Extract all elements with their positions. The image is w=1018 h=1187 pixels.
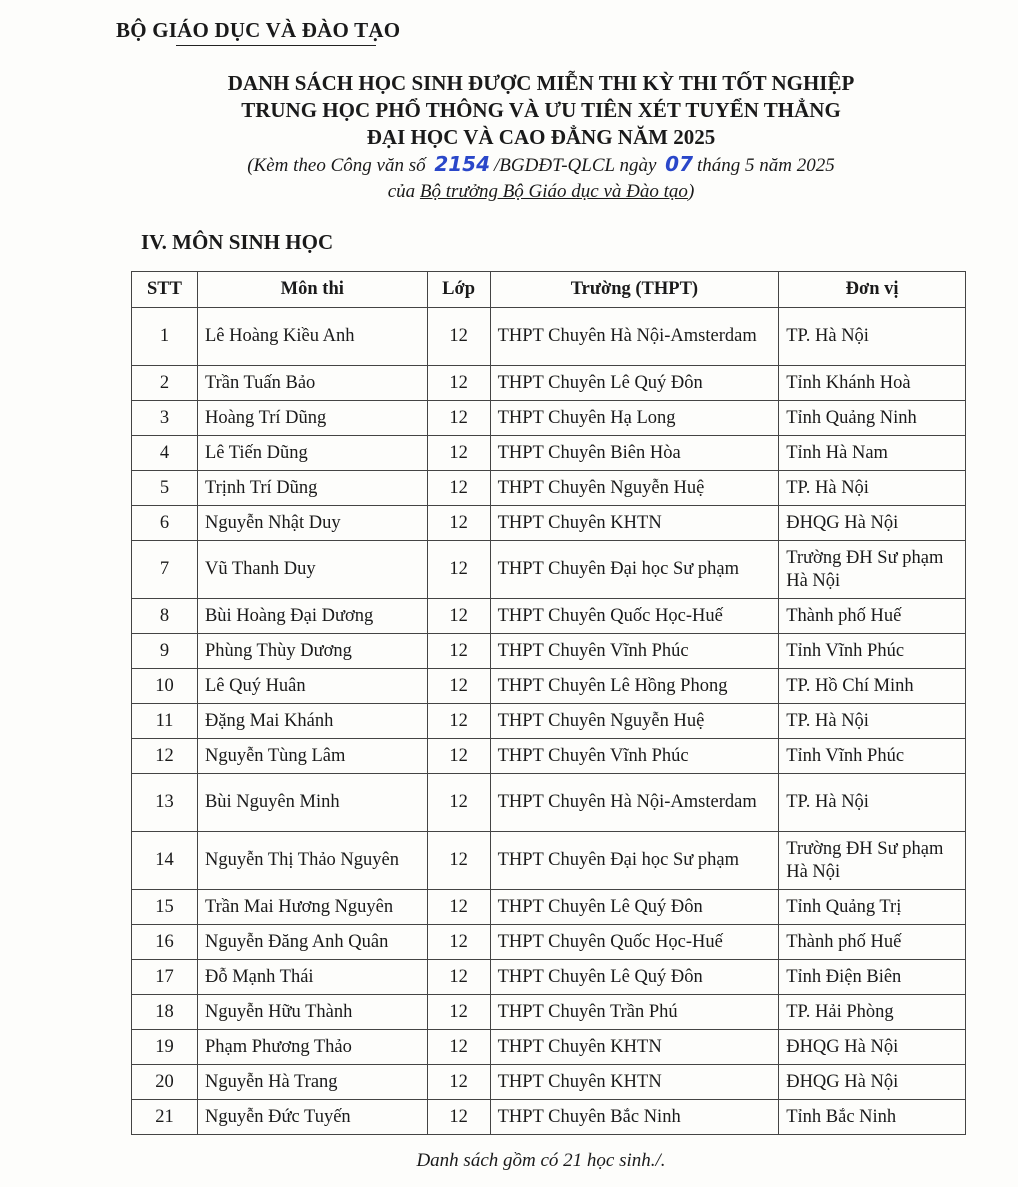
cell-grade: 12 bbox=[427, 1100, 490, 1135]
footer-text: Danh sách gồm có 21 học sinh./. bbox=[416, 1150, 666, 1171]
cell-grade: 12 bbox=[427, 832, 490, 890]
cell-name: Đỗ Mạnh Thái bbox=[197, 960, 427, 995]
subtitle-authority: Bộ trưởng Bộ Giáo dục và Đào tạo bbox=[419, 181, 688, 202]
handwritten-doc-number: 2154 bbox=[434, 152, 491, 176]
cell-unit: TP. Hà Nội bbox=[779, 774, 966, 832]
table-row bbox=[132, 774, 966, 832]
cell-unit: ĐHQG Hà Nội bbox=[779, 1030, 966, 1065]
header-unit: Đơn vị bbox=[779, 272, 966, 308]
cell-name: Trần Mai Hương Nguyên bbox=[197, 890, 427, 925]
cell-unit: TP. Hải Phòng bbox=[779, 995, 966, 1030]
cell-unit: Trường ĐH Sư phạm Hà Nội bbox=[779, 832, 966, 890]
title-line-1: DANH SÁCH HỌC SINH ĐƯỢC MIỄN THI KỲ THI TỐT NGHIỆP bbox=[227, 71, 855, 95]
header-school: Trường (THPT) bbox=[490, 272, 779, 308]
cell-grade: 12 bbox=[427, 599, 490, 634]
cell-school: THPT Chuyên Hà Nội-Amsterdam bbox=[490, 774, 779, 832]
subtitle-line2-prefix: của bbox=[387, 181, 416, 202]
table-row bbox=[132, 925, 966, 960]
header-grade: Lớp bbox=[427, 272, 490, 308]
table-row bbox=[132, 960, 966, 995]
cell-school: THPT Chuyên Nguyễn Huệ bbox=[490, 704, 779, 739]
cell-name: Nguyễn Nhật Duy bbox=[197, 506, 427, 541]
cell-unit: Tỉnh Hà Nam bbox=[779, 436, 966, 471]
cell-stt: 3 bbox=[132, 401, 198, 436]
cell-name: Trịnh Trí Dũng bbox=[197, 471, 427, 506]
cell-unit: ĐHQG Hà Nội bbox=[779, 506, 966, 541]
cell-school: THPT Chuyên KHTN bbox=[490, 506, 779, 541]
table-row bbox=[132, 669, 966, 704]
subtitle-line2-suffix: ) bbox=[687, 181, 695, 202]
cell-stt: 15 bbox=[132, 890, 198, 925]
cell-grade: 12 bbox=[427, 925, 490, 960]
table-row bbox=[132, 739, 966, 774]
cell-school: THPT Chuyên Lê Quý Đôn bbox=[490, 890, 779, 925]
subtitle-suffix: tháng 5 năm 2025 bbox=[697, 155, 835, 176]
cell-school: THPT Chuyên KHTN bbox=[490, 1065, 779, 1100]
cell-name: Nguyễn Đăng Anh Quân bbox=[197, 925, 427, 960]
cell-school: THPT Chuyên KHTN bbox=[490, 1030, 779, 1065]
table-row bbox=[132, 634, 966, 669]
cell-stt: 8 bbox=[132, 599, 198, 634]
cell-stt: 11 bbox=[132, 704, 198, 739]
cell-unit: Thành phố Huế bbox=[779, 599, 966, 634]
cell-name: Phùng Thùy Dương bbox=[197, 634, 427, 669]
cell-stt: 10 bbox=[132, 669, 198, 704]
cell-grade: 12 bbox=[427, 436, 490, 471]
table-row bbox=[132, 995, 966, 1030]
cell-stt: 7 bbox=[132, 541, 198, 599]
document-subtitle bbox=[0, 151, 1018, 205]
cell-stt: 13 bbox=[132, 774, 198, 832]
cell-unit: Tỉnh Điện Biên bbox=[779, 960, 966, 995]
cell-name: Vũ Thanh Duy bbox=[197, 541, 427, 599]
ministry-underline bbox=[176, 45, 376, 46]
table-row bbox=[132, 1065, 966, 1100]
handwritten-day: 07 bbox=[665, 152, 694, 176]
cell-grade: 12 bbox=[427, 541, 490, 599]
subtitle-middle: /BGDĐT-QLCL ngày bbox=[494, 155, 657, 176]
cell-unit: Tỉnh Vĩnh Phúc bbox=[779, 739, 966, 774]
cell-name: Lê Quý Huân bbox=[197, 669, 427, 704]
cell-grade: 12 bbox=[427, 995, 490, 1030]
table-row bbox=[132, 599, 966, 634]
cell-school: THPT Chuyên Đại học Sư phạm bbox=[490, 832, 779, 890]
cell-name: Hoàng Trí Dũng bbox=[197, 401, 427, 436]
ministry-name: BỘ GIÁO DỤC VÀ ĐÀO TẠO bbox=[116, 18, 401, 42]
subtitle-line-2 bbox=[0, 179, 1018, 205]
cell-unit: TP. Hồ Chí Minh bbox=[779, 669, 966, 704]
section-title: IV. MÔN SINH HỌC bbox=[141, 230, 334, 254]
table-row bbox=[132, 401, 966, 436]
cell-unit: Tỉnh Khánh Hoà bbox=[779, 366, 966, 401]
cell-stt: 21 bbox=[132, 1100, 198, 1135]
student-table bbox=[131, 271, 966, 1135]
table-row bbox=[132, 832, 966, 890]
header-stt: STT bbox=[132, 272, 198, 308]
cell-grade: 12 bbox=[427, 1030, 490, 1065]
cell-grade: 12 bbox=[427, 669, 490, 704]
cell-stt: 9 bbox=[132, 634, 198, 669]
cell-school: THPT Chuyên Quốc Học-Huế bbox=[490, 599, 779, 634]
cell-unit: TP. Hà Nội bbox=[779, 308, 966, 366]
cell-name: Nguyễn Thị Thảo Nguyên bbox=[197, 832, 427, 890]
cell-name: Lê Hoàng Kiều Anh bbox=[197, 308, 427, 366]
cell-grade: 12 bbox=[427, 960, 490, 995]
cell-stt: 20 bbox=[132, 1065, 198, 1100]
table-row bbox=[132, 506, 966, 541]
cell-grade: 12 bbox=[427, 506, 490, 541]
document-title bbox=[0, 70, 1018, 151]
cell-name: Nguyễn Đức Tuyến bbox=[197, 1100, 427, 1135]
cell-grade: 12 bbox=[427, 1065, 490, 1100]
cell-grade: 12 bbox=[427, 704, 490, 739]
cell-unit: Tỉnh Bắc Ninh bbox=[779, 1100, 966, 1135]
cell-grade: 12 bbox=[427, 401, 490, 436]
footer-note bbox=[0, 1150, 1018, 1172]
cell-name: Nguyễn Tùng Lâm bbox=[197, 739, 427, 774]
cell-school: THPT Chuyên Hà Nội-Amsterdam bbox=[490, 308, 779, 366]
cell-school: THPT Chuyên Bắc Ninh bbox=[490, 1100, 779, 1135]
cell-stt: 6 bbox=[132, 506, 198, 541]
cell-stt: 16 bbox=[132, 925, 198, 960]
cell-stt: 17 bbox=[132, 960, 198, 995]
table-row bbox=[132, 704, 966, 739]
cell-stt: 18 bbox=[132, 995, 198, 1030]
cell-stt: 2 bbox=[132, 366, 198, 401]
cell-unit: ĐHQG Hà Nội bbox=[779, 1065, 966, 1100]
table-row bbox=[132, 890, 966, 925]
cell-school: THPT Chuyên Biên Hòa bbox=[490, 436, 779, 471]
cell-grade: 12 bbox=[427, 634, 490, 669]
cell-stt: 4 bbox=[132, 436, 198, 471]
cell-school: THPT Chuyên Vĩnh Phúc bbox=[490, 739, 779, 774]
cell-school: THPT Chuyên Vĩnh Phúc bbox=[490, 634, 779, 669]
cell-school: THPT Chuyên Đại học Sư phạm bbox=[490, 541, 779, 599]
subtitle-prefix: (Kèm theo Công văn số bbox=[247, 155, 426, 176]
cell-school: THPT Chuyên Quốc Học-Huế bbox=[490, 925, 779, 960]
cell-school: THPT Chuyên Lê Quý Đôn bbox=[490, 960, 779, 995]
table-row bbox=[132, 1030, 966, 1065]
cell-name: Nguyễn Hà Trang bbox=[197, 1065, 427, 1100]
cell-school: THPT Chuyên Lê Quý Đôn bbox=[490, 366, 779, 401]
table-row bbox=[132, 471, 966, 506]
cell-unit: Tỉnh Vĩnh Phúc bbox=[779, 634, 966, 669]
cell-name: Bùi Hoàng Đại Dương bbox=[197, 599, 427, 634]
cell-unit: TP. Hà Nội bbox=[779, 471, 966, 506]
table-row bbox=[132, 541, 966, 599]
cell-unit: Thành phố Huế bbox=[779, 925, 966, 960]
cell-school: THPT Chuyên Trần Phú bbox=[490, 995, 779, 1030]
title-line-2: TRUNG HỌC PHỔ THÔNG VÀ ƯU TIÊN XÉT TUYỂN THẲNG bbox=[241, 98, 841, 122]
cell-grade: 12 bbox=[427, 308, 490, 366]
cell-name: Nguyễn Hữu Thành bbox=[197, 995, 427, 1030]
header-subject: Môn thi bbox=[197, 272, 427, 308]
table-row bbox=[132, 436, 966, 471]
cell-stt: 14 bbox=[132, 832, 198, 890]
cell-stt: 1 bbox=[132, 308, 198, 366]
cell-stt: 12 bbox=[132, 739, 198, 774]
cell-unit: Tỉnh Quảng Trị bbox=[779, 890, 966, 925]
cell-school: THPT Chuyên Lê Hồng Phong bbox=[490, 669, 779, 704]
cell-unit: Trường ĐH Sư phạm Hà Nội bbox=[779, 541, 966, 599]
cell-name: Đặng Mai Khánh bbox=[197, 704, 427, 739]
title-line-3: ĐẠI HỌC VÀ CAO ĐẲNG NĂM 2025 bbox=[366, 125, 716, 149]
cell-grade: 12 bbox=[427, 774, 490, 832]
cell-stt: 19 bbox=[132, 1030, 198, 1065]
cell-stt: 5 bbox=[132, 471, 198, 506]
subtitle-line-1 bbox=[0, 151, 1018, 179]
cell-grade: 12 bbox=[427, 890, 490, 925]
table-header-row bbox=[132, 272, 966, 308]
table-row bbox=[132, 366, 966, 401]
table-row bbox=[132, 1100, 966, 1135]
cell-name: Lê Tiến Dũng bbox=[197, 436, 427, 471]
cell-name: Phạm Phương Thảo bbox=[197, 1030, 427, 1065]
cell-unit: TP. Hà Nội bbox=[779, 704, 966, 739]
cell-grade: 12 bbox=[427, 471, 490, 506]
cell-unit: Tỉnh Quảng Ninh bbox=[779, 401, 966, 436]
cell-school: THPT Chuyên Hạ Long bbox=[490, 401, 779, 436]
cell-name: Trần Tuấn Bảo bbox=[197, 366, 427, 401]
cell-grade: 12 bbox=[427, 366, 490, 401]
cell-name: Bùi Nguyên Minh bbox=[197, 774, 427, 832]
table-row bbox=[132, 308, 966, 366]
cell-school: THPT Chuyên Nguyễn Huệ bbox=[490, 471, 779, 506]
cell-grade: 12 bbox=[427, 739, 490, 774]
